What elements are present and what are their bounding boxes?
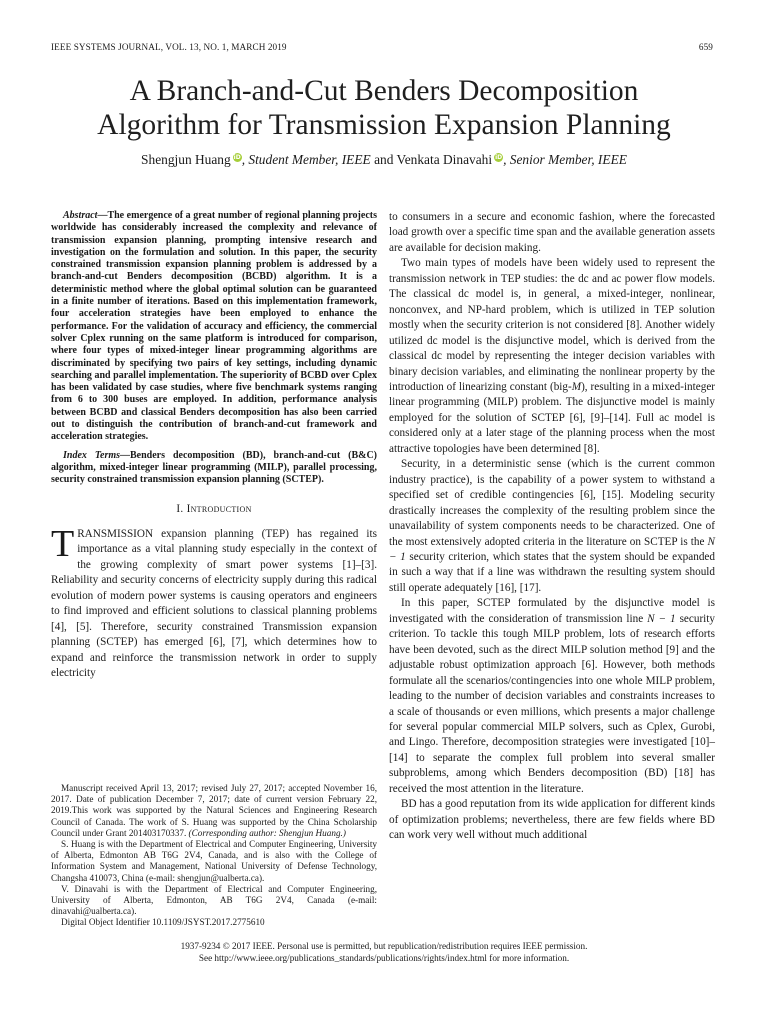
author-name-1: Shengjun Huang <box>141 152 231 167</box>
footnote-affiliation-dinavahi: V. Dinavahi is with the Department of Electrical and Computer Engineering, University of Alberta, Edmonton, AB T6G 2V4, Canada (e-mail: dinavahi@ualberta.ca). <box>51 883 377 917</box>
left-column <box>51 210 377 682</box>
body-paragraph-models <box>389 256 715 457</box>
models-text-a: Two main types of models have been widely used to represent the transmission network in TEP studies: the dc and ac power flow models. The classical dc model is, in general, a mixed-integer, nonlinear, nonconvex, and NP-hard problem, which is utilized in TEP solution mostly when the security criterion is not considered [8]. Another widely utilized dc model is the disjunctive model, which is derived from the classical dc model by representing the integer decision variables with binary decision variables, and eliminating the nonlinear property by the introduction of linearizing constant (big- <box>389 257 715 393</box>
author-membership-2: , Senior Member, IEEE <box>503 152 627 167</box>
index-terms <box>51 450 377 487</box>
index-terms-text: —Benders decomposition (BD), branch-and-cut (B&C) algorithm, mixed-integer linear programming (MILP), parallel processing, security constrained transmission expansion planning (SCTEP). <box>51 449 377 486</box>
title-line-2: Algorithm for Transmission Expansion Planning <box>97 109 671 141</box>
models-text-b: ), resulting in a mixed-integer linear programming (MILP) problem. The disjunctive model is mainly employed for the solution of SCTEP [6], [9]–[14]. Full ac model is considered only at a later stage of the planning process when the most attractive topologies have been determined [8]. <box>389 380 716 455</box>
drop-cap: T <box>51 522 75 565</box>
abstract-text: —The emergence of a great number of regional planning projects worldwide has considerably increased the complexity and relevance of transmission expansion planning, prompting intensive research and investigation on the formulation and solution. In this paper, the security constrained transmission expansion planning problem is addressed by a branch-and-cut Benders decomposition (BCBD) algorithm. It is a deterministic method where the global optimal solution can be guaranteed in a finite number of iterations. Based on this implementation framework, four acceleration strategies have been employed to enhance the performance. For the validation of accuracy and efficiency, the commercial solver Cplex running on the same platform is introduced for comparison, where four types of mixed-integer linear programming algorithms are discriminated by specifying two pairs of key settings, including dynamic searching and parallel implementation. The superiority of BCBD over Cplex has been validated by case studies, where five benchmark systems ranging from 6 to 300 buses are employed. In addition, performance analysis between BCBD and classical Benders decomposition has also been carried out to distinguish the contribution of branch-and-cut framework and acceleration strategies. <box>51 210 377 443</box>
orcid-icon[interactable]: iD <box>233 154 241 161</box>
math-big-m: M <box>571 380 582 393</box>
body-paragraph-this-paper <box>389 596 715 797</box>
security-text-b: security criterion, which states that the system should be expanded in such a way that if a line was withdrawn the resulting system should still operate adequately [16], [17]. <box>389 550 715 594</box>
index-terms-lead: Index Terms <box>63 449 121 461</box>
footnote-doi: Digital Object Identifier 10.1109/JSYST.2017.2775610 <box>61 917 265 928</box>
abstract-lead: Abstract <box>63 210 98 221</box>
author-membership-1: , Student Member, IEEE <box>241 152 371 167</box>
paper-title <box>40 74 728 142</box>
copyright-line-2[interactable]: See http://www.ieee.org/publications_standards/publications/rights/index.html for more information. <box>198 952 570 963</box>
page-number: 659 <box>698 42 713 52</box>
author-and: and <box>370 152 397 167</box>
corresponding-author-note: (Corresponding author: Shengjun Huang.) <box>188 827 346 838</box>
footnote-manuscript <box>51 783 377 839</box>
footnote-affiliation-huang: S. Huang is with the Department of Electrical and Computer Engineering, University of Alberta, Edmonton AB T6G 2V4, Canada, and is also with the College of Information System and Management, National University of Defense Technology, Changsha 410073, China (e-mail: shengjun@ualberta.ca). <box>51 839 377 883</box>
this-paper-text-b: security criterion. To tackle this tough MILP problem, lots of research efforts have been devoted, such as the direct MILP solution method [9] and the adjustable robust optimization approach [6]. However, both methods formulate all the scenarios/contingencies into one whole MILP problem, leading to the number of decision variables and constraints increases to a scale of thousands or even millions, which presents a major challenge for several popular commercial MILP solvers, such as Cplex, Gurobi, and Lingo. Therefore, decomposition strategies were investigated [10]–[14] to separate the complex full problem into several smaller subproblems, among which Benders decomposition (BD) [18] has received the most attention in the literature. <box>389 612 715 795</box>
security-text-a: Security, in a deterministic sense (which is the current common industry practice), is the capability of a power system to withstand a specified set of credible contingencies [6], [15]. Modeling security drastically increases the complexity of the resulting problem since the unavailability of system components needs to be characterized. One of the most extensively adopted criteria in the literature on SCTEP is the <box>389 458 715 548</box>
section-title: Introduction <box>186 502 252 515</box>
first-page-footnote <box>51 783 377 929</box>
author-line <box>40 152 728 168</box>
running-header <box>51 42 713 54</box>
math-n-minus-1: N − 1 <box>647 612 676 625</box>
section-number: I. <box>176 502 187 515</box>
body-paragraph-bd: BD has a good reputation from its wide application for different kinds of optimization problems; nevertheless, there are few fields where BD can work very well without much additional <box>389 798 715 842</box>
copyright-notice <box>40 941 728 964</box>
orcid-icon[interactable]: iD <box>495 154 503 161</box>
journal-name: IEEE SYSTEMS JOURNAL, VOL. 13, NO. 1, MARCH 2019 <box>51 42 287 52</box>
math-n-minus-1: N − 1 <box>389 535 715 563</box>
intro-text: RANSMISSION expansion planning (TEP) has regained its importance as a vital planning study especially in the context of the growing complexity of smart power systems [1]–[3]. Reliability and security concerns of electricity supply during this radical evolution of modern power systems is causing operators and engineers to find improved and efficient solutions to classical planning problems [4], [5]. Therefore, security constrained Transmission expansion planning (SCTEP) has emerged [6], [7], which determines how to expand and reinforce the transmission network in order to supply electricity <box>51 527 377 680</box>
author-name-2: Venkata Dinavahi <box>396 152 493 167</box>
body-paragraph-security <box>389 457 715 596</box>
abstract <box>51 210 377 444</box>
intro-paragraph <box>51 522 377 682</box>
copyright-line-1: 1937-9234 © 2017 IEEE. Personal use is permitted, but republication/redistribution requires IEEE permission. <box>180 941 588 951</box>
section-heading-introduction <box>51 502 377 517</box>
footnote-manuscript-text: Manuscript received April 13, 2017; revised July 27, 2017; accepted November 16, 2017. Date of publication December 7, 2017; date of current version February 22, 2019.This work was supported by the Natural Sciences and Engineering Research Council of Canada. The work of S. Huang was supported by the China Scholarship Council under Grant 201403170337. <box>51 783 377 838</box>
title-line-1: A Branch-and-Cut Benders Decomposition <box>129 75 639 107</box>
this-paper-text-a: In this paper, SCTEP formulated by the disjunctive model is investigated with the consideration of transmission line <box>389 597 715 625</box>
body-paragraph-continued: to consumers in a secure and economic fashion, where the forecasted load growth over a specific time span and the available generation assets are available for decision making. <box>389 211 715 254</box>
right-column <box>389 210 715 844</box>
